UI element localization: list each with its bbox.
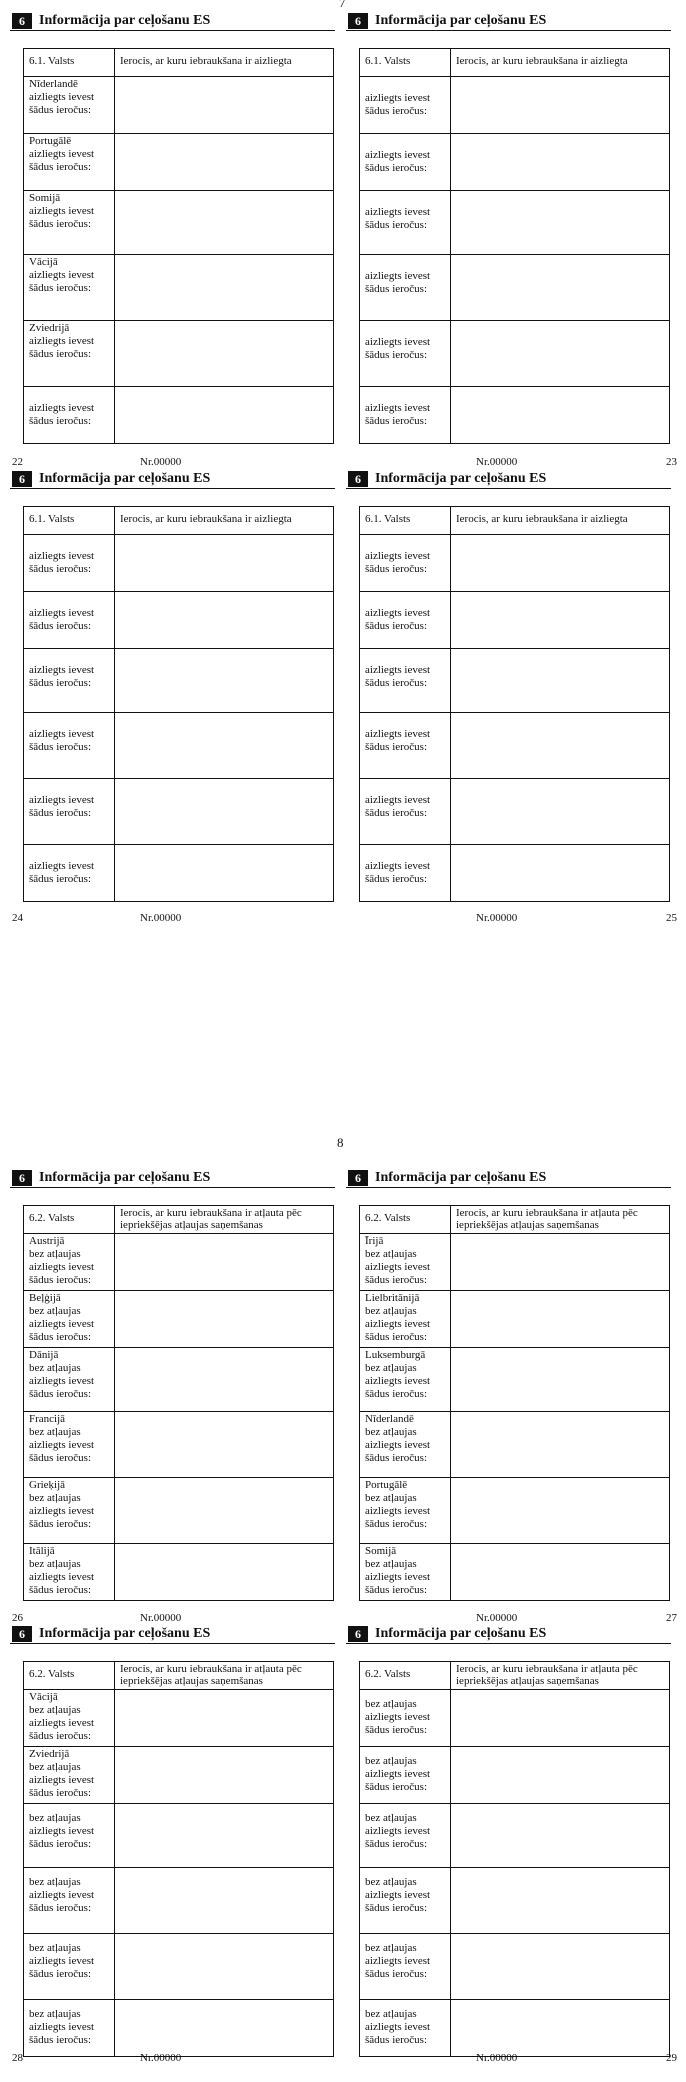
weapon-entry-cell[interactable] xyxy=(115,649,333,712)
country-name: Portugālē xyxy=(365,1479,408,1491)
table-row xyxy=(360,255,669,321)
section-number-badge: 6 xyxy=(12,471,32,487)
country-name: Grieķijā xyxy=(29,1479,66,1491)
country-cell xyxy=(24,1291,115,1347)
document-number: Nr.00000 xyxy=(140,912,182,924)
weapon-entry-cell[interactable] xyxy=(451,713,669,778)
restriction-text: bez atļaujas aizliegts ievest šādus ieročus: xyxy=(365,1248,431,1286)
column-header-country: 6.2. Valsts xyxy=(24,1662,115,1689)
document-page-24 xyxy=(10,470,335,932)
table-row xyxy=(24,255,333,321)
section-header xyxy=(346,470,671,489)
country-cell xyxy=(360,2000,451,2056)
restriction-text: aizliegts ievest šādus ieročus: xyxy=(29,607,95,632)
document-number: Nr.00000 xyxy=(476,2052,518,2064)
weapon-entry-cell[interactable] xyxy=(451,649,669,712)
table-row xyxy=(24,1544,333,1600)
restriction-text: bez atļaujas aizliegts ievest šādus ieročus: xyxy=(29,1942,95,1980)
table-row xyxy=(360,321,669,387)
restriction-text: bez atļaujas aizliegts ievest šādus ieročus: xyxy=(29,1812,95,1850)
country-name: Luksemburgā xyxy=(365,1349,426,1361)
country-cell xyxy=(360,1804,451,1867)
weapons-table xyxy=(359,1205,670,1601)
weapon-entry-cell[interactable] xyxy=(115,713,333,778)
country-cell xyxy=(24,1747,115,1803)
section-number-badge: 6 xyxy=(12,13,32,29)
table-row xyxy=(24,845,333,901)
table-header-row xyxy=(360,1206,669,1234)
weapon-entry-cell[interactable] xyxy=(451,1804,669,1867)
country-name: Somijā xyxy=(29,192,61,204)
page-number: 23 xyxy=(666,456,677,468)
section-number-badge: 6 xyxy=(348,1626,368,1642)
country-cell xyxy=(24,1544,115,1600)
weapon-entry-cell[interactable] xyxy=(115,2000,333,2056)
weapons-table xyxy=(23,1205,334,1601)
restriction-text: bez atļaujas aizliegts ievest šādus ieročus: xyxy=(29,1876,95,1914)
column-header-country: 6.1. Valsts xyxy=(24,49,115,76)
table-row xyxy=(24,1348,333,1412)
country-cell xyxy=(360,191,451,254)
column-header-weapon: Ierocis, ar kuru iebraukšana ir atļauta pēc iepriekšējas atļaujas saņemšanas xyxy=(456,1207,638,1231)
country-cell xyxy=(24,1234,115,1290)
country-name: Lielbritānijā xyxy=(365,1292,420,1304)
country-cell xyxy=(360,1544,451,1600)
restriction-text: bez atļaujas aizliegts ievest šādus ieročus: xyxy=(365,1698,431,1736)
restriction-text: bez atļaujas aizliegts ievest šādus ieročus: xyxy=(29,1761,95,1799)
country-cell xyxy=(360,1934,451,1999)
weapon-entry-cell[interactable] xyxy=(115,134,333,190)
restriction-text: aizliegts ievest šādus ieročus: xyxy=(365,607,431,632)
weapon-entry-cell[interactable] xyxy=(115,1348,333,1411)
restriction-text: aizliegts ievest šādus ieročus: xyxy=(365,270,431,295)
section-title: Informācija par ceļošanu ES xyxy=(375,1626,547,1641)
weapon-entry-cell[interactable] xyxy=(451,1234,669,1290)
table-row xyxy=(24,1234,333,1291)
section-title: Informācija par ceļošanu ES xyxy=(375,13,547,28)
restriction-text: aizliegts ievest šādus ieročus: xyxy=(365,664,431,689)
country-cell xyxy=(24,592,115,648)
restriction-text: aizliegts ievest šādus ieročus: xyxy=(29,205,95,230)
column-header-country: 6.1. Valsts xyxy=(360,507,451,534)
section-header xyxy=(346,1169,671,1188)
column-header-weapon: Ierocis, ar kuru iebraukšana ir aizliegta xyxy=(120,513,292,525)
country-cell xyxy=(24,321,115,386)
section-header xyxy=(346,1625,671,1644)
country-cell xyxy=(360,1291,451,1347)
country-cell xyxy=(360,321,451,386)
restriction-text: aizliegts ievest šādus ieročus: xyxy=(29,91,95,116)
weapon-entry-cell[interactable] xyxy=(451,845,669,901)
restriction-text: bez atļaujas aizliegts ievest šādus ieročus: xyxy=(365,1305,431,1343)
restriction-text: bez atļaujas aizliegts ievest šādus ieročus: xyxy=(29,1305,95,1343)
section-title: Informācija par ceļošanu ES xyxy=(39,13,211,28)
table-row xyxy=(24,1690,333,1747)
restriction-text: aizliegts ievest šādus ieročus: xyxy=(365,402,431,427)
restriction-text: aizliegts ievest šādus ieročus: xyxy=(29,860,95,885)
table-row xyxy=(24,134,333,191)
restriction-text: bez atļaujas aizliegts ievest šādus ieročus: xyxy=(29,1558,95,1596)
table-row xyxy=(360,2000,669,2056)
weapon-entry-cell[interactable] xyxy=(115,387,333,443)
table-row xyxy=(24,779,333,845)
weapon-entry-cell[interactable] xyxy=(451,535,669,591)
weapon-entry-cell[interactable] xyxy=(451,387,669,443)
restriction-text: bez atļaujas aizliegts ievest šādus ieročus: xyxy=(29,2008,95,2046)
restriction-text: bez atļaujas aizliegts ievest šādus ieročus: xyxy=(29,1362,95,1400)
country-cell xyxy=(24,1804,115,1867)
table-row xyxy=(24,1934,333,2000)
country-cell xyxy=(24,1690,115,1746)
country-cell xyxy=(360,535,451,591)
section-title: Informācija par ceļošanu ES xyxy=(39,1626,211,1641)
country-cell xyxy=(360,134,451,190)
restriction-text: aizliegts ievest šādus ieročus: xyxy=(29,335,95,360)
weapons-table xyxy=(23,506,334,902)
restriction-text: aizliegts ievest šādus ieročus: xyxy=(29,550,95,575)
restriction-text: aizliegts ievest šādus ieročus: xyxy=(29,664,95,689)
country-name: Beļģijā xyxy=(29,1292,61,1304)
table-row xyxy=(360,779,669,845)
section-header xyxy=(10,12,335,31)
table-row xyxy=(360,1234,669,1291)
country-cell xyxy=(360,845,451,901)
section-header xyxy=(10,1169,335,1188)
weapons-table xyxy=(23,48,334,444)
country-cell xyxy=(360,1234,451,1290)
document-page-22 xyxy=(10,12,335,476)
weapon-entry-cell[interactable] xyxy=(115,779,333,844)
restriction-text: aizliegts ievest šādus ieročus: xyxy=(29,728,95,753)
page-number: 22 xyxy=(12,456,23,468)
restriction-text: bez atļaujas aizliegts ievest šādus ieročus: xyxy=(365,1812,431,1850)
document-number: Nr.00000 xyxy=(140,1612,182,1624)
country-cell xyxy=(24,387,115,443)
section-title: Informācija par ceļošanu ES xyxy=(375,471,547,486)
country-cell xyxy=(24,845,115,901)
column-header-weapon: Ierocis, ar kuru iebraukšana ir aizliegta xyxy=(120,55,292,67)
restriction-text: bez atļaujas aizliegts ievest šādus ieročus: xyxy=(365,1362,431,1400)
weapon-entry-cell[interactable] xyxy=(115,1234,333,1290)
weapon-entry-cell[interactable] xyxy=(451,779,669,844)
table-row xyxy=(24,2000,333,2056)
table-row xyxy=(360,1804,669,1868)
country-cell xyxy=(360,649,451,712)
table-row xyxy=(24,321,333,387)
country-cell xyxy=(24,1348,115,1411)
table-row xyxy=(360,77,669,134)
table-row xyxy=(360,1348,669,1412)
page-number: 25 xyxy=(666,912,677,924)
restriction-text: aizliegts ievest šādus ieročus: xyxy=(365,728,431,753)
table-row xyxy=(24,387,333,443)
weapons-table xyxy=(359,48,670,444)
table-row xyxy=(360,1544,669,1600)
weapon-entry-cell[interactable] xyxy=(115,535,333,591)
weapon-entry-cell[interactable] xyxy=(451,255,669,320)
document-page-26 xyxy=(10,1169,335,1632)
weapon-entry-cell[interactable] xyxy=(115,255,333,320)
table-row xyxy=(24,77,333,134)
document-page-23 xyxy=(346,12,677,476)
restriction-text: bez atļaujas aizliegts ievest šādus ieročus: xyxy=(365,2008,431,2046)
country-cell xyxy=(360,713,451,778)
country-cell xyxy=(24,779,115,844)
country-name: Francijā xyxy=(29,1413,66,1425)
table-row xyxy=(360,649,669,713)
table-row xyxy=(24,1412,333,1478)
document-number: Nr.00000 xyxy=(476,912,518,924)
restriction-text: aizliegts ievest šādus ieročus: xyxy=(29,148,95,173)
table-row xyxy=(24,191,333,255)
section-number-badge: 6 xyxy=(12,1626,32,1642)
weapon-entry-cell[interactable] xyxy=(115,1690,333,1746)
country-cell xyxy=(24,713,115,778)
table-header-row xyxy=(24,1662,333,1690)
restriction-text: bez atļaujas aizliegts ievest šādus ieročus: xyxy=(365,1492,431,1530)
weapon-entry-cell[interactable] xyxy=(115,845,333,901)
column-header-weapon: Ierocis, ar kuru iebraukšana ir aizliegta xyxy=(456,55,628,67)
weapon-entry-cell[interactable] xyxy=(451,134,669,190)
country-cell xyxy=(360,1348,451,1411)
country-cell xyxy=(24,2000,115,2056)
document-number: Nr.00000 xyxy=(140,456,182,468)
column-header-country: 6.1. Valsts xyxy=(360,49,451,76)
country-cell xyxy=(24,1868,115,1933)
weapon-entry-cell[interactable] xyxy=(451,1747,669,1803)
table-row xyxy=(24,1478,333,1544)
section-title: Informācija par ceļošanu ES xyxy=(375,1170,547,1185)
weapons-table xyxy=(23,1661,334,2057)
table-row xyxy=(24,1291,333,1348)
weapon-entry-cell[interactable] xyxy=(451,592,669,648)
restriction-text: bez atļaujas aizliegts ievest šādus ieročus: xyxy=(365,1876,431,1914)
page-number: 29 xyxy=(666,2052,677,2064)
document-page-29 xyxy=(346,1625,677,2072)
country-cell xyxy=(360,1478,451,1543)
table-row xyxy=(24,1868,333,1934)
table-row xyxy=(360,134,669,191)
weapon-entry-cell[interactable] xyxy=(451,2000,669,2056)
restriction-text: bez atļaujas aizliegts ievest šādus ieročus: xyxy=(29,1248,95,1286)
country-name: Portugālē xyxy=(29,135,72,147)
restriction-text: aizliegts ievest šādus ieročus: xyxy=(29,794,95,819)
country-name: Itālijā xyxy=(29,1545,55,1557)
country-name: Dānijā xyxy=(29,1349,59,1361)
table-header-row xyxy=(360,507,669,535)
country-cell xyxy=(360,1747,451,1803)
document-number: Nr.00000 xyxy=(476,1612,518,1624)
restriction-text: bez atļaujas aizliegts ievest šādus ieročus: xyxy=(365,1942,431,1980)
country-cell xyxy=(360,1412,451,1477)
column-header-weapon: Ierocis, ar kuru iebraukšana ir atļauta pēc iepriekšējas atļaujas saņemšanas xyxy=(456,1663,638,1687)
table-row xyxy=(24,535,333,592)
weapon-entry-cell[interactable] xyxy=(451,191,669,254)
section-number-badge: 6 xyxy=(348,13,368,29)
weapon-entry-cell[interactable] xyxy=(451,1348,669,1411)
table-header-row xyxy=(24,49,333,77)
section-number-badge: 6 xyxy=(12,1170,32,1186)
page-number: 28 xyxy=(12,2052,23,2064)
weapon-entry-cell[interactable] xyxy=(115,592,333,648)
table-row xyxy=(360,845,669,901)
weapon-entry-cell[interactable] xyxy=(115,191,333,254)
column-header-weapon: Ierocis, ar kuru iebraukšana ir aizliegta xyxy=(456,513,628,525)
weapon-entry-cell[interactable] xyxy=(451,1412,669,1477)
document-page-27 xyxy=(346,1169,677,1632)
document-page-28 xyxy=(10,1625,335,2072)
page-number: 26 xyxy=(12,1612,23,1624)
country-name: Nīderlandē xyxy=(29,78,78,90)
country-cell xyxy=(24,1934,115,1999)
table-row xyxy=(24,592,333,649)
country-cell xyxy=(24,535,115,591)
section-header xyxy=(10,470,335,489)
weapon-entry-cell[interactable] xyxy=(115,1291,333,1347)
weapon-entry-cell[interactable] xyxy=(115,1804,333,1867)
table-row xyxy=(360,535,669,592)
weapon-entry-cell[interactable] xyxy=(451,1868,669,1933)
section-number-badge: 6 xyxy=(348,1170,368,1186)
restriction-text: bez atļaujas aizliegts ievest šādus ieročus: xyxy=(365,1558,431,1596)
country-name: Zviedrijā xyxy=(29,1748,70,1760)
country-name: Vācijā xyxy=(29,256,58,268)
table-row xyxy=(360,1868,669,1934)
restriction-text: aizliegts ievest šādus ieročus: xyxy=(365,336,431,361)
country-cell xyxy=(24,191,115,254)
page-number-top: 8 xyxy=(337,1135,344,1150)
country-name: Austrijā xyxy=(29,1235,65,1247)
restriction-text: aizliegts ievest šādus ieročus: xyxy=(365,92,431,117)
weapon-entry-cell[interactable] xyxy=(115,1478,333,1543)
country-cell xyxy=(360,1868,451,1933)
country-cell xyxy=(360,387,451,443)
weapon-entry-cell[interactable] xyxy=(451,77,669,133)
country-cell xyxy=(360,592,451,648)
weapons-table xyxy=(359,506,670,902)
weapon-entry-cell[interactable] xyxy=(115,1934,333,1999)
table-header-row xyxy=(360,1662,669,1690)
page-number: 27 xyxy=(666,1612,677,1624)
country-cell xyxy=(360,1690,451,1746)
weapon-entry-cell[interactable] xyxy=(115,1412,333,1477)
weapon-entry-cell[interactable] xyxy=(115,1747,333,1803)
country-cell xyxy=(24,1412,115,1477)
restriction-text: aizliegts ievest šādus ieročus: xyxy=(29,402,95,427)
country-name: Somijā xyxy=(365,1545,397,1557)
restriction-text: bez atļaujas aizliegts ievest šādus ieročus: xyxy=(365,1426,431,1464)
country-cell xyxy=(360,255,451,320)
country-cell xyxy=(24,255,115,320)
weapon-entry-cell[interactable] xyxy=(451,1934,669,1999)
document-number: Nr.00000 xyxy=(476,456,518,468)
restriction-text: bez atļaujas aizliegts ievest šādus ieročus: xyxy=(29,1704,95,1742)
table-row xyxy=(360,387,669,443)
column-header-country: 6.2. Valsts xyxy=(360,1206,451,1233)
section-header xyxy=(10,1625,335,1644)
country-cell xyxy=(24,649,115,712)
country-name: Zviedrijā xyxy=(29,322,70,334)
column-header-weapon: Ierocis, ar kuru iebraukšana ir atļauta pēc iepriekšējas atļaujas saņemšanas xyxy=(120,1207,302,1231)
weapon-entry-cell[interactable] xyxy=(451,1544,669,1600)
restriction-text: aizliegts ievest šādus ieročus: xyxy=(365,794,431,819)
weapon-entry-cell[interactable] xyxy=(115,77,333,133)
restriction-text: bez atļaujas aizliegts ievest šādus ieročus: xyxy=(29,1492,95,1530)
country-cell xyxy=(360,779,451,844)
table-row xyxy=(360,1412,669,1478)
weapon-entry-cell[interactable] xyxy=(451,1478,669,1543)
weapon-entry-cell[interactable] xyxy=(115,1868,333,1933)
page-number-top: 7 xyxy=(339,0,346,10)
page-number: 24 xyxy=(12,912,23,924)
section-header xyxy=(346,12,671,31)
restriction-text: aizliegts ievest šādus ieročus: xyxy=(29,269,95,294)
document-page-25 xyxy=(346,470,677,932)
table-row xyxy=(24,1804,333,1868)
column-header-country: 6.2. Valsts xyxy=(360,1662,451,1689)
country-name: Īrijā xyxy=(365,1235,384,1247)
country-name: Nīderlandē xyxy=(365,1413,414,1425)
document-number: Nr.00000 xyxy=(140,2052,182,2064)
restriction-text: aizliegts ievest šādus ieročus: xyxy=(365,860,431,885)
weapon-entry-cell[interactable] xyxy=(451,1291,669,1347)
column-header-country: 6.1. Valsts xyxy=(24,507,115,534)
country-cell xyxy=(24,134,115,190)
table-row xyxy=(24,713,333,779)
section-title: Informācija par ceļošanu ES xyxy=(39,471,211,486)
table-row xyxy=(360,1478,669,1544)
table-row xyxy=(360,592,669,649)
restriction-text: aizliegts ievest šādus ieročus: xyxy=(365,149,431,174)
restriction-text: aizliegts ievest šādus ieročus: xyxy=(365,206,431,231)
table-row xyxy=(360,191,669,255)
section-title: Informācija par ceļošanu ES xyxy=(39,1170,211,1185)
country-cell xyxy=(24,77,115,133)
table-row xyxy=(360,713,669,779)
table-row xyxy=(360,1934,669,2000)
table-header-row xyxy=(24,507,333,535)
country-cell xyxy=(360,77,451,133)
country-name: Vācijā xyxy=(29,1691,58,1703)
table-header-row xyxy=(24,1206,333,1234)
table-row xyxy=(360,1747,669,1804)
table-row xyxy=(360,1291,669,1348)
weapon-entry-cell[interactable] xyxy=(451,321,669,386)
table-row xyxy=(24,649,333,713)
restriction-text: bez atļaujas aizliegts ievest šādus ieročus: xyxy=(29,1426,95,1464)
section-number-badge: 6 xyxy=(348,471,368,487)
weapon-entry-cell[interactable] xyxy=(451,1690,669,1746)
restriction-text: bez atļaujas aizliegts ievest šādus ieročus: xyxy=(365,1755,431,1793)
table-header-row xyxy=(360,49,669,77)
column-header-weapon: Ierocis, ar kuru iebraukšana ir atļauta pēc iepriekšējas atļaujas saņemšanas xyxy=(120,1663,302,1687)
weapon-entry-cell[interactable] xyxy=(115,321,333,386)
table-row xyxy=(360,1690,669,1747)
table-row xyxy=(24,1747,333,1804)
restriction-text: aizliegts ievest šādus ieročus: xyxy=(365,550,431,575)
weapon-entry-cell[interactable] xyxy=(115,1544,333,1600)
column-header-country: 6.2. Valsts xyxy=(24,1206,115,1233)
weapons-table xyxy=(359,1661,670,2057)
country-cell xyxy=(24,1478,115,1543)
